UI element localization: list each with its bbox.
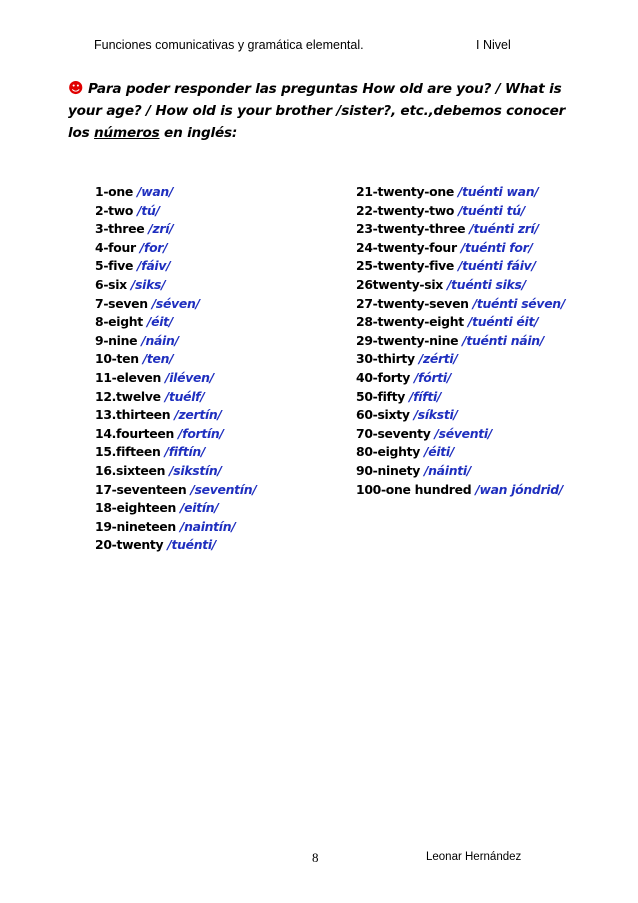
number-word: 60-sixty: [356, 407, 410, 423]
number-item: [95, 257, 257, 276]
number-pronunciation: /for/: [139, 239, 168, 255]
number-word: 30-thirty: [356, 351, 415, 367]
number-item: [95, 462, 257, 481]
number-pronunciation: /séventi/: [434, 425, 493, 441]
number-pronunciation: /sikstín/: [169, 462, 222, 478]
number-pronunciation: /tuénti wan/: [457, 184, 539, 199]
number-pronunciation: /tuénti for/: [460, 239, 533, 255]
number-pronunciation: /zertín/: [174, 407, 222, 423]
number-word: 3-three: [95, 221, 145, 237]
page-number: 8: [312, 850, 319, 865]
number-item: [356, 276, 565, 295]
smiley-icon: ☻: [68, 79, 84, 97]
number-item: [356, 425, 565, 444]
number-word: 16.sixteen: [95, 462, 166, 478]
number-pronunciation: /fórti/: [413, 369, 452, 385]
number-word: 29-twenty-nine: [356, 332, 459, 348]
number-item: [356, 220, 565, 239]
number-word: 10-ten: [95, 351, 139, 367]
number-word: 18-eighteen: [95, 500, 176, 516]
number-word: 25-twenty-five: [356, 258, 455, 274]
numbers-list-right: [356, 183, 565, 499]
number-item: [95, 406, 257, 425]
number-item: [95, 220, 257, 239]
number-item: [95, 536, 257, 555]
number-word: 15.fifteen: [95, 444, 161, 460]
number-pronunciation: /tuénti siks/: [446, 276, 526, 292]
number-pronunciation: /tuénti tú/: [458, 202, 526, 218]
number-pronunciation: /seventín/: [190, 481, 257, 497]
number-pronunciation: /náin/: [141, 332, 179, 348]
number-word: 1-one: [95, 184, 134, 199]
number-word: 7-seven: [95, 295, 148, 311]
number-item: [95, 443, 257, 462]
number-item: [95, 332, 257, 351]
number-pronunciation: /tuénti fáiv/: [458, 258, 536, 274]
number-item: [356, 462, 565, 481]
number-item: [95, 425, 257, 444]
number-word: 4-four: [95, 239, 136, 255]
number-word: 27-twenty-seven: [356, 295, 469, 311]
number-pronunciation: /tuénti náin/: [462, 332, 545, 348]
number-pronunciation: /séven/: [151, 295, 200, 311]
number-word: 12.twelve: [95, 388, 161, 404]
number-item: [95, 481, 257, 500]
number-item: [356, 406, 565, 425]
number-pronunciation: /síksti/: [413, 407, 458, 423]
number-word: 23-twenty-three: [356, 221, 466, 237]
intro-paragraph: [68, 77, 568, 144]
number-item: [356, 257, 565, 276]
number-item: [356, 481, 565, 500]
number-pronunciation: /tuénti/: [167, 537, 217, 553]
number-word: 5-five: [95, 258, 134, 274]
number-word: 11-eleven: [95, 369, 162, 385]
number-pronunciation: /eitín/: [179, 500, 219, 516]
number-item: [95, 499, 257, 518]
number-item: [95, 183, 257, 202]
number-item: [356, 183, 565, 202]
number-word: 26twenty-six: [356, 276, 443, 292]
number-item: [356, 369, 565, 388]
number-word: 2-two: [95, 202, 134, 218]
numbers-list-left: [95, 183, 257, 555]
number-word: 100-one hundred: [356, 481, 472, 497]
number-pronunciation: /zérti/: [418, 351, 458, 367]
number-word: 20-twenty: [95, 537, 164, 553]
number-pronunciation: /wan/: [136, 184, 174, 199]
number-item: [356, 332, 565, 351]
number-word: 80-eighty: [356, 444, 421, 460]
number-pronunciation: /tuénti séven/: [472, 295, 566, 311]
intro-text-end: en inglés:: [159, 125, 238, 141]
number-item: [356, 239, 565, 258]
number-pronunciation: /fiftín/: [164, 444, 206, 460]
number-word: 13.thirteen: [95, 407, 171, 423]
number-word: 8-eight: [95, 314, 143, 330]
number-item: [95, 239, 257, 258]
number-item: [95, 313, 257, 332]
number-item: [95, 518, 257, 537]
number-pronunciation: /tú/: [137, 202, 160, 218]
number-item: [356, 388, 565, 407]
number-pronunciation: /siks/: [130, 276, 166, 292]
number-item: [95, 295, 257, 314]
number-item: [95, 202, 257, 221]
number-item: [95, 276, 257, 295]
author-name: Leonar Hernández: [426, 851, 522, 863]
number-item: [95, 369, 257, 388]
number-word: 40-forty: [356, 369, 410, 385]
number-pronunciation: /tuélf/: [164, 388, 205, 404]
header-course-title: Funciones comunicativas y gramática elemental.: [94, 38, 364, 52]
number-word: 14.fourteen: [95, 425, 175, 441]
number-word: 24-twenty-four: [356, 239, 457, 255]
number-word: 22-twenty-two: [356, 202, 455, 218]
number-pronunciation: /fortín/: [178, 425, 224, 441]
number-item: [356, 202, 565, 221]
number-item: [95, 350, 257, 369]
number-word: 28-twenty-eight: [356, 314, 464, 330]
number-word: 70-seventy: [356, 425, 431, 441]
number-pronunciation: /tuénti zrí/: [469, 221, 539, 237]
number-item: [356, 295, 565, 314]
number-item: [356, 350, 565, 369]
number-pronunciation: /zrí/: [148, 221, 174, 237]
number-word: 90-ninety: [356, 462, 420, 478]
intro-underlined-word: números: [94, 125, 160, 141]
number-pronunciation: /wan jóndrid/: [475, 481, 564, 497]
number-word: 50-fifty: [356, 388, 406, 404]
intro-text: Para poder responder las preguntas How old are you? / What is your age? / How old is your brother /sister?, etc.,debemos conocer los: [68, 81, 566, 141]
number-pronunciation: /iléven/: [165, 369, 214, 385]
number-pronunciation: /fífti/: [408, 388, 442, 404]
number-pronunciation: /fáiv/: [137, 258, 171, 274]
number-item: [356, 443, 565, 462]
number-pronunciation: /náinti/: [423, 462, 472, 478]
number-item: [95, 388, 257, 407]
page-header: [94, 38, 544, 54]
number-word: 19-nineteen: [95, 518, 176, 534]
number-pronunciation: /naintín/: [179, 518, 236, 534]
number-pronunciation: /ten/: [142, 351, 174, 367]
number-pronunciation: /éiti/: [423, 444, 455, 460]
number-word: 17-seventeen: [95, 481, 187, 497]
number-word: 21-twenty-one: [356, 184, 454, 199]
number-pronunciation: /tuénti éit/: [467, 314, 539, 330]
number-item: [356, 313, 565, 332]
number-word: 6-six: [95, 276, 127, 292]
number-pronunciation: /éit/: [146, 314, 174, 330]
number-word: 9-nine: [95, 332, 138, 348]
header-level: I Nivel: [476, 38, 511, 52]
